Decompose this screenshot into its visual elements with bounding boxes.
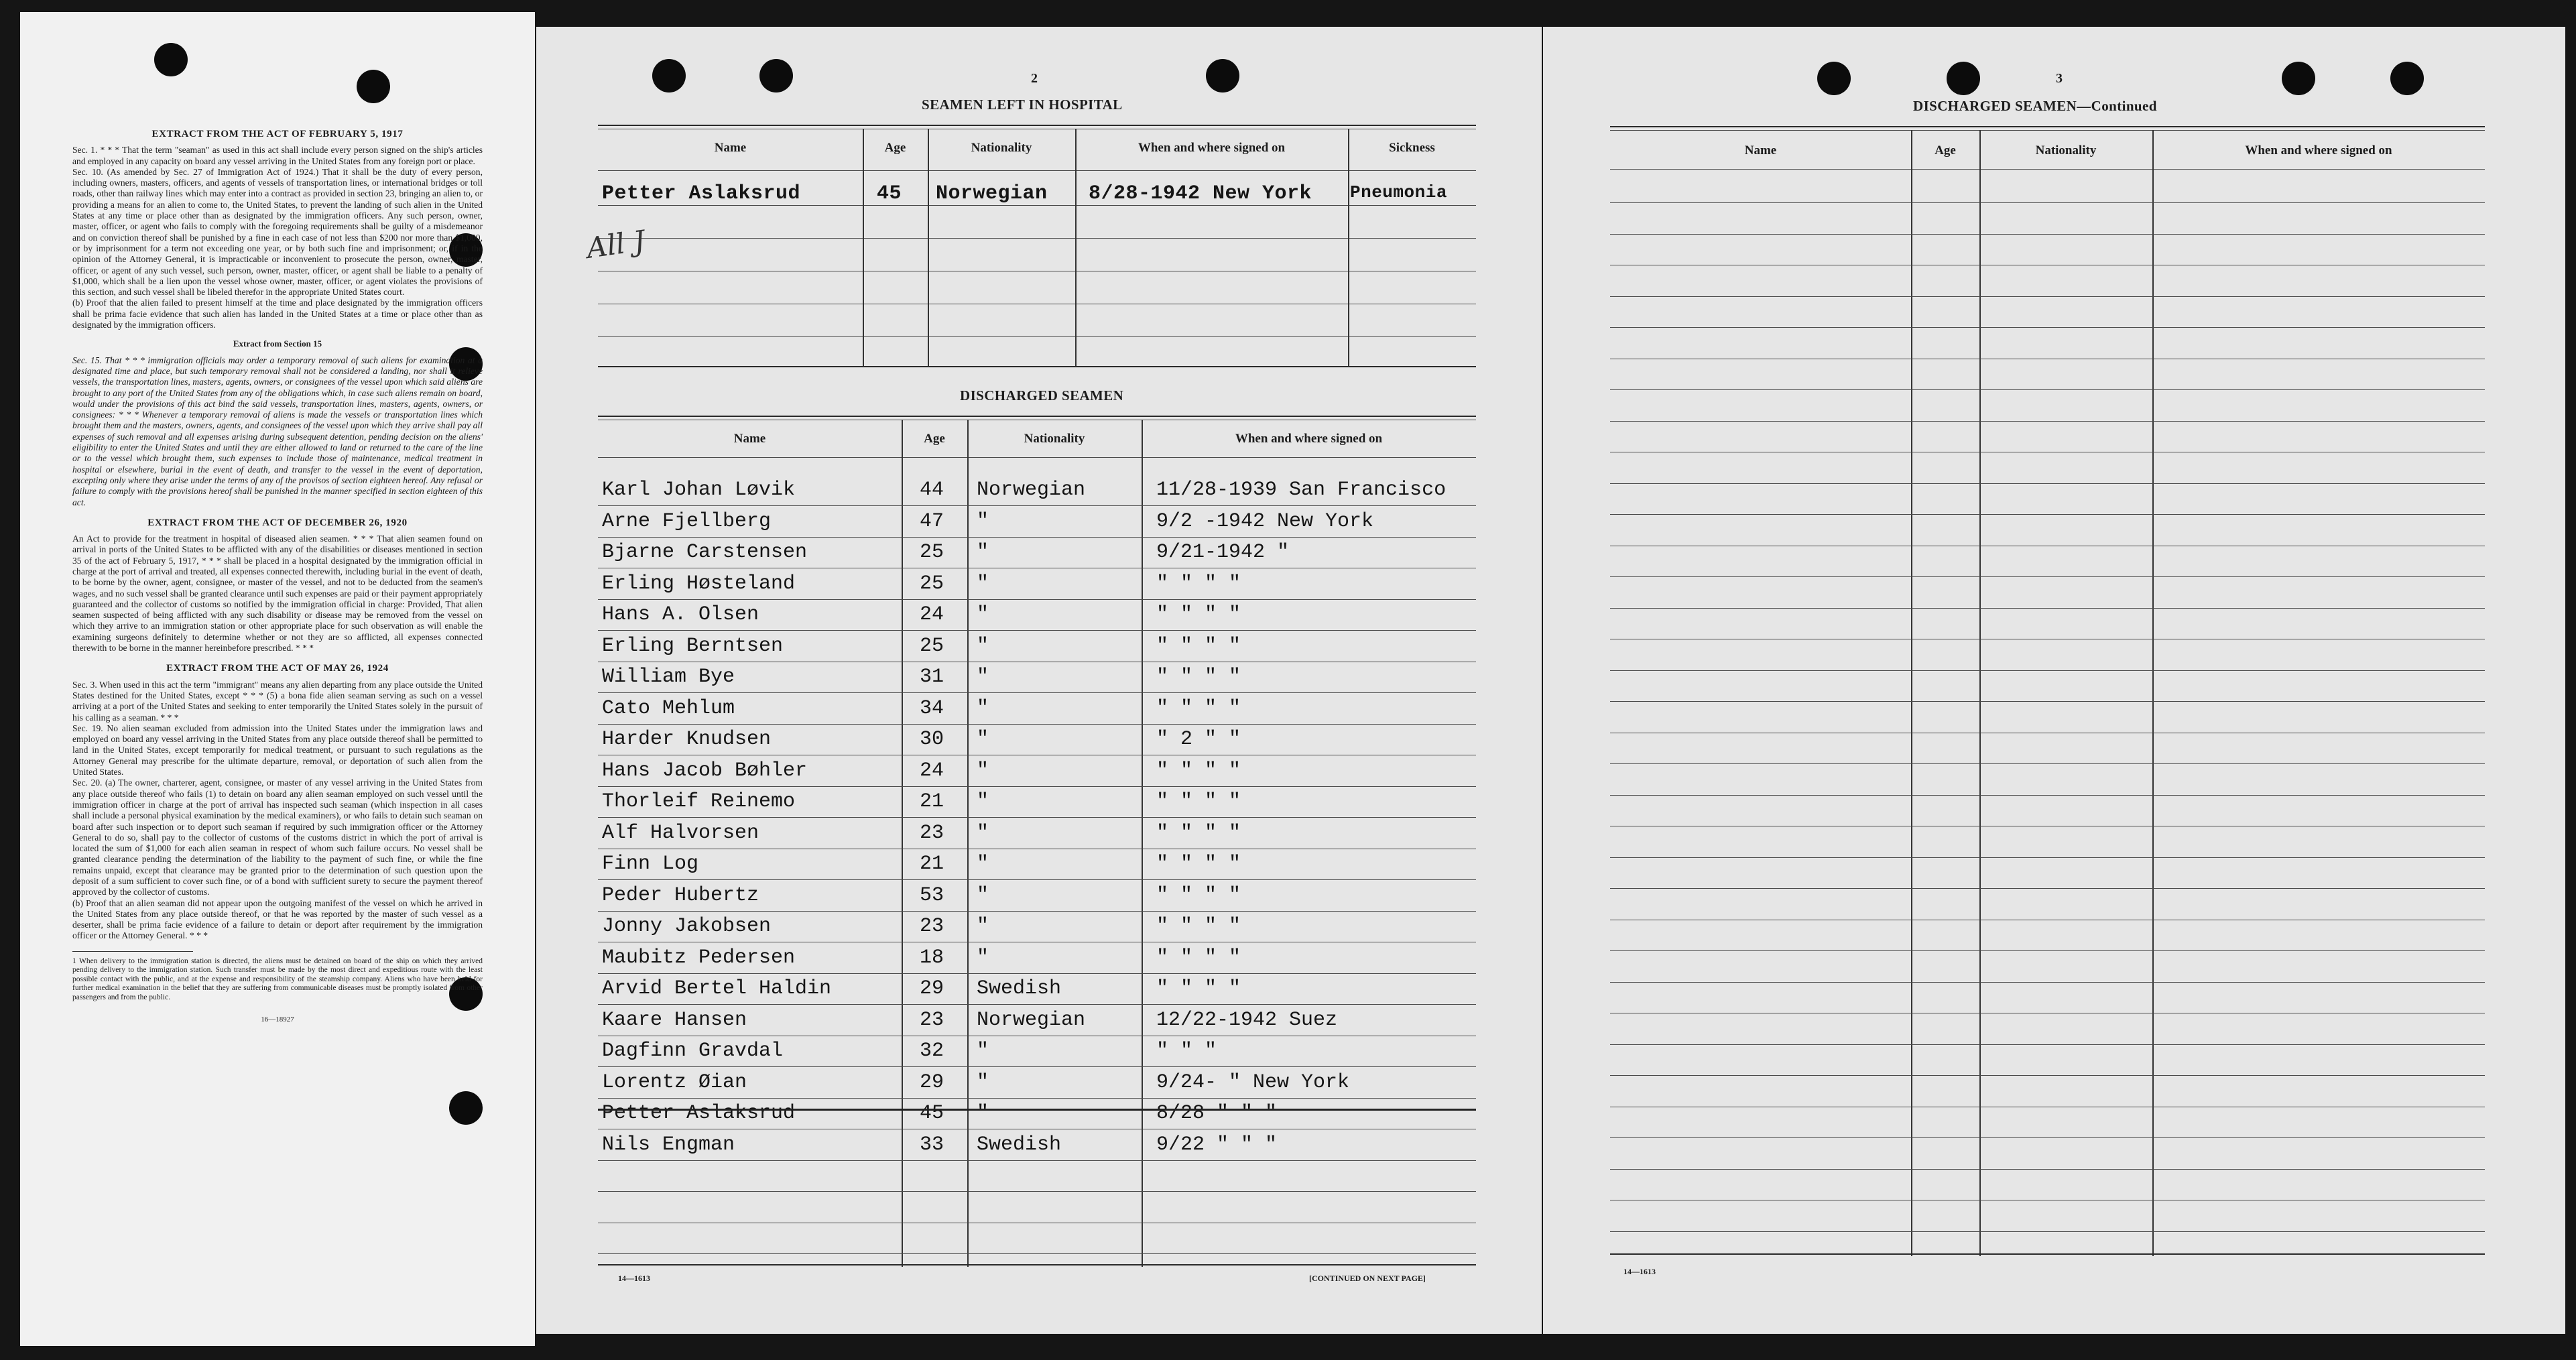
act-1924-sec19: Sec. 19. No alien seaman excluded from admission into the United States under the immigration laws and employed on board any vessel arriving in the United States from any place outside thereof shall be permitted to land in the United States, except temporarily for medical treatment, or pursuant to such regulations as the Attorney General may prescribe for the ultimate departure, removal, or deportation of such alien from the United States. bbox=[72, 723, 483, 778]
row-rule bbox=[1610, 389, 2485, 390]
row-rule bbox=[598, 879, 1476, 880]
discharged-header-signed: When and where signed on bbox=[1235, 432, 1383, 446]
rule bbox=[598, 366, 1476, 367]
row-rule bbox=[1610, 327, 2485, 328]
discharged-nationality: " bbox=[977, 1040, 989, 1062]
discharged-signed: " " " " bbox=[1156, 884, 1241, 907]
act-1920-text: An Act to provide for the treatment in hospital of diseased alien seamen. * * * That alien seamen found on arrival in ports of the United States to be afflicted with any of the disabilities or diseases mentioned in section 35 of the act of February 5, 1917, * * * shall be placed in a hospital designated by the immigration official in charge at the port of arrival and treated, all expenses connected therewith, including burial in the event of death, to be borne by the owner, agent, consignee, or master of the vessel, and not to be deducted from the seamen's wages, and no such vessel shall be granted clearance until such expenses are paid or their payment appropriately guaranteed and the collector of customs so notified by the immigration official in charge: Provided, That alien seamen suspected of being afflicted with any such disability or disease may be removed from the vessel on which they arrive to an immigration station or other appropriate place for such observation as will enable the examining surgeons definitely to determine whether or not they are so afflicted, all expenses connected therewith to be borne in the manner hereinbefore prescribed. * * * bbox=[72, 534, 483, 654]
continued-note: [CONTINUED ON NEXT PAGE] bbox=[1309, 1274, 1426, 1283]
discharged-signed: " " " " bbox=[1156, 572, 1241, 595]
discharged-name: Karl Johan Løvik bbox=[602, 479, 796, 501]
sec15-heading: Extract from Section 15 bbox=[233, 338, 322, 349]
discharged-nationality: " bbox=[977, 790, 989, 813]
discharged-age: 47 bbox=[920, 510, 944, 533]
discharged-nationality: " bbox=[977, 822, 989, 845]
discharged-signed: " " " " bbox=[1156, 666, 1241, 688]
rule bbox=[598, 1264, 1476, 1265]
discharged-age: 24 bbox=[920, 759, 944, 782]
act-1917-sec10: Sec. 10. (As amended by Sec. 27 of Immigration Act of 1924.) That it shall be the duty of every person, including owners, masters, officers, and agents of vessels of transportation lines, or international bridges or toll roads, other than railway lines which may enter into a contract as provided in section 23, bringing an alien to, or providing a means for an alien to come to, the United States, to prevent the landing of such alien in the United States at any time or place other than as designated by the immigration officers. Any such person, owner, master, officer, or agent who fails to comply with the foregoing requirements shall be guilty of a misdemeanor and on conviction thereof shall be punished by a fine in each case of not less than $200 nor more than $1,000, or by imprisonment for a term not exceeding one year, or by both such fine and imprisonment; or, if in the opinion of the Attorney General, it is impracticable or inconvenient to prosecute the person, owner, master, officer, or agent of any such vessel, such person, owner, master, officer, or agent shall be liable to a penalty of $1,000, which shall be a lien upon the vessel whose owner, master, officer, or agent violates the provisions of this section, and such vessel shall be libeled therefor in the appropriate United States court. bbox=[72, 166, 483, 298]
row-rule bbox=[1610, 857, 2485, 858]
discharged-nationality: " bbox=[977, 635, 989, 658]
row-rule bbox=[1610, 483, 2485, 484]
discharged-name: Arvid Bertel Haldin bbox=[602, 977, 832, 1000]
discharged-name: Hans Jacob Bøhler bbox=[602, 759, 808, 782]
rule bbox=[1610, 1253, 2485, 1255]
discharged-nationality: " bbox=[977, 1102, 989, 1125]
discharged-signed: " 2 " " bbox=[1156, 728, 1241, 751]
hospital-title: SEAMEN LEFT IN HOSPITAL bbox=[922, 97, 1123, 113]
discharged-nationality: Swedish bbox=[977, 1133, 1062, 1156]
row-rule bbox=[598, 786, 1476, 787]
discharged-age: 45 bbox=[920, 1102, 944, 1125]
rule bbox=[598, 457, 1476, 458]
discharged-nationality: " bbox=[977, 572, 989, 595]
column-rule bbox=[1979, 130, 1981, 1256]
row-rule bbox=[1610, 763, 2485, 764]
extract-page bbox=[20, 12, 535, 1346]
row-rule bbox=[598, 911, 1476, 912]
column-rule bbox=[1911, 130, 1912, 1256]
row-rule bbox=[598, 692, 1476, 693]
act-1924-sec3: Sec. 3. When used in this act the term "immigrant" means any alien departing from any place outside the United States destined for the United States, except * * * (5) a bona fide alien seaman serving as such on a vessel arriving at a port of the United States and seeking to enter temporarily the United States solely in the pursuit of his calling as a seaman. * * * bbox=[72, 679, 483, 723]
discharged-nationality: " bbox=[977, 946, 989, 969]
row-rule bbox=[598, 537, 1476, 538]
discharged-nationality: " bbox=[977, 1071, 989, 1094]
discharged-name: Erling Berntsen bbox=[602, 635, 784, 658]
hospital-age: 45 bbox=[877, 182, 902, 205]
discharged-name: Thorleif Reinemo bbox=[602, 790, 796, 813]
discharged-age: 18 bbox=[920, 946, 944, 969]
discharged-age: 21 bbox=[920, 853, 944, 875]
punch-hole bbox=[2282, 62, 2315, 95]
discharged-age: 29 bbox=[920, 977, 944, 1000]
row-rule bbox=[1610, 1075, 2485, 1076]
row-rule bbox=[598, 1191, 1476, 1192]
row-rule bbox=[1610, 608, 2485, 609]
column-rule bbox=[1142, 420, 1143, 1267]
column-rule bbox=[928, 129, 929, 366]
discharged-age: 21 bbox=[920, 790, 944, 813]
discharged-signed: 9/22 " " " bbox=[1156, 1133, 1278, 1156]
discharged-name: Maubitz Pedersen bbox=[602, 946, 796, 969]
discharged-nationality: " bbox=[977, 603, 989, 626]
hospital-signed: 8/28-1942 New York bbox=[1089, 182, 1312, 205]
discharged-age: 29 bbox=[920, 1071, 944, 1094]
hospital-nationality: Norwegian bbox=[936, 182, 1048, 205]
discharged-signed: 12/22-1942 Suez bbox=[1156, 1009, 1338, 1032]
act-1917-sec1: Sec. 1. * * * That the term "seaman" as used in this act shall include every person signed on the ship's articles and employed in any capacity on board any vessel arriving in the United States from any foreign port or place. bbox=[72, 145, 483, 166]
act-1924-sec20b: (b) Proof that an alien seaman did not appear upon the outgoing manifest of the vessel on which he arrived in the United States from any place outside thereof, or that he was reported by the master of such vessel as a deserter, shall be prima facie evidence of a failure to detain or deport after requirement by the immigration officer or the Attorney General. * * * bbox=[72, 898, 483, 941]
discharged-signed: 11/28-1939 San Francisco bbox=[1156, 479, 1447, 501]
discharged-nationality: " bbox=[977, 697, 989, 720]
act-1920-heading: EXTRACT FROM THE ACT OF DECEMBER 26, 1920 bbox=[147, 517, 408, 528]
punch-hole bbox=[449, 1091, 483, 1125]
discharged-name: Peder Hubertz bbox=[602, 884, 759, 907]
row-rule bbox=[598, 505, 1476, 506]
page-number: 2 bbox=[1031, 71, 1038, 86]
discharged-age: 44 bbox=[920, 479, 944, 501]
punch-hole bbox=[1817, 62, 1851, 95]
row-rule bbox=[1610, 1137, 2485, 1138]
discharged-signed: 8/28 " " " bbox=[1156, 1102, 1278, 1125]
punch-hole bbox=[1947, 62, 1980, 95]
discharged-signed: " " " " bbox=[1156, 915, 1241, 938]
discharged-signed: " " " " bbox=[1156, 946, 1241, 969]
act-1924-heading: EXTRACT FROM THE ACT OF MAY 26, 1924 bbox=[166, 663, 389, 674]
act-1924-sec20: Sec. 20. (a) The owner, charterer, agent, consignee, or master of any vessel arriving in the United States from any place outside thereof who fails (1) to detain on board any alien seaman employed on such vessel until the immigration officer in charge at the port of arrival has inspected such seaman (which inspection in all cases shall include a personal physical examination by the medical examiners), or who fails to detain such seaman on board after such inspection or to deport such seaman if required by such immigration officer or the Attorney General to do so, shall pay to the collector of customs of the customs district in which the port of arrival is located the sum of $1,000 for each alien seaman in respect of whom such failure occurs. No vessel shall be granted clearance pending the determination of the liability to the payment of such fine, or while the fine remains unpaid, except that clearance may be granted prior to the determination of such question upon the deposit of a sum sufficient to cover such fine, or of a bond with sufficient surety to secure the payment thereof approved by the collector of customs. bbox=[72, 778, 483, 898]
discharged-nationality: Norwegian bbox=[977, 479, 1086, 501]
discharged-signed: " " " " bbox=[1156, 822, 1241, 845]
hospital-header-signed: When and where signed on bbox=[1138, 141, 1286, 155]
discharged-name: Nils Engman bbox=[602, 1133, 735, 1156]
discharged-name: Finn Log bbox=[602, 853, 699, 875]
act-1917-sec10b: (b) Proof that the alien failed to present himself at the time and place designated by the immigration officers shall be prima facie evidence that such alien has landed in the United States at a time or place other than as designated by the immigration officers. bbox=[72, 298, 483, 330]
row-rule bbox=[1610, 795, 2485, 796]
punch-hole bbox=[652, 59, 686, 92]
discharged-name: Alf Halvorsen bbox=[602, 822, 759, 845]
discharged-age: 23 bbox=[920, 822, 944, 845]
handwritten-note: All J bbox=[585, 224, 648, 265]
form-code: 14—1613 bbox=[618, 1274, 650, 1283]
column-rule bbox=[1075, 129, 1077, 366]
rule bbox=[598, 205, 1476, 206]
rule bbox=[598, 336, 1476, 337]
rule bbox=[1610, 130, 2485, 131]
act-1917-heading: EXTRACT FROM THE ACT OF FEBRUARY 5, 1917 bbox=[151, 129, 404, 139]
column-rule bbox=[902, 420, 903, 1267]
row-rule bbox=[1610, 701, 2485, 702]
discharged-nationality: Norwegian bbox=[977, 1009, 1086, 1032]
discharged-age: 24 bbox=[920, 603, 944, 626]
discharged-name: William Bye bbox=[602, 666, 735, 688]
continued-title: DISCHARGED SEAMEN—Continued bbox=[1913, 98, 2157, 114]
discharged-signed: " " " " bbox=[1156, 635, 1241, 658]
row-rule bbox=[1610, 888, 2485, 889]
row-rule bbox=[1610, 296, 2485, 297]
discharged-age: 34 bbox=[920, 697, 944, 720]
row-rule bbox=[598, 630, 1476, 631]
discharged-title: DISCHARGED SEAMEN bbox=[960, 387, 1124, 404]
discharged-nationality: " bbox=[977, 853, 989, 875]
discharged-name: Cato Mehlum bbox=[602, 697, 735, 720]
rule bbox=[598, 125, 1476, 126]
row-rule bbox=[1610, 950, 2485, 951]
row-rule bbox=[1610, 576, 2485, 577]
row-rule bbox=[598, 1066, 1476, 1067]
column-rule bbox=[2152, 130, 2154, 1256]
column-rule bbox=[1348, 129, 1349, 366]
row-rule bbox=[598, 1004, 1476, 1005]
discharged-age: 30 bbox=[920, 728, 944, 751]
discharged-signed: " " " " bbox=[1156, 977, 1241, 1000]
continued-header-age: Age bbox=[1935, 143, 1956, 158]
punch-hole bbox=[2390, 62, 2424, 95]
discharged-header-nationality: Nationality bbox=[1024, 432, 1085, 446]
discharged-name: Harder Knudsen bbox=[602, 728, 772, 751]
discharged-signed: " " " " bbox=[1156, 603, 1241, 626]
form-code: 16—18927 bbox=[261, 1015, 294, 1024]
discharged-age: 31 bbox=[920, 666, 944, 688]
discharged-age: 25 bbox=[920, 572, 944, 595]
row-rule bbox=[598, 973, 1476, 974]
hospital-header-sickness: Sickness bbox=[1389, 141, 1435, 155]
hospital-sickness: Pneumonia bbox=[1350, 182, 1447, 202]
hospital-header-age: Age bbox=[884, 141, 906, 155]
punch-hole bbox=[1206, 59, 1239, 92]
row-rule bbox=[598, 1253, 1476, 1254]
discharged-name: Erling Høsteland bbox=[602, 572, 796, 595]
punch-hole bbox=[154, 43, 188, 76]
extract-text bbox=[72, 119, 483, 1026]
discharged-signed: " " " " bbox=[1156, 790, 1241, 813]
row-rule bbox=[1610, 202, 2485, 203]
page-number: 3 bbox=[2056, 71, 2063, 86]
continued-header-nationality: Nationality bbox=[2035, 143, 2097, 158]
footnote: 1 When delivery to the immigration station is directed, the aliens must be detained on board of the ship on which they arrived pending delivery to the immigration station. Such transfer must be made by the most direct and expeditious route with the least possible contact with the public, and at the expense and responsibility of the steamship company. Aliens who have been held for further medical examination in the belief that they are suffering from communicable diseases must be promptly isolated from other passengers and from the public. bbox=[72, 956, 483, 1001]
discharged-signed: 9/21-1942 " bbox=[1156, 541, 1290, 564]
strikeout-line bbox=[598, 1109, 1476, 1111]
discharged-name: Hans A. Olsen bbox=[602, 603, 759, 626]
discharged-name: Arne Fjellberg bbox=[602, 510, 772, 533]
hospital-header-name: Name bbox=[714, 141, 747, 155]
discharged-header-age: Age bbox=[924, 432, 945, 446]
discharged-name: Jonny Jakobsen bbox=[602, 915, 772, 938]
manifest-page-3 bbox=[1543, 27, 2565, 1334]
discharged-nationality: " bbox=[977, 759, 989, 782]
discharged-nationality: " bbox=[977, 728, 989, 751]
discharged-name: Dagfinn Gravdal bbox=[602, 1040, 784, 1062]
form-code: 14—1613 bbox=[1623, 1267, 1656, 1276]
rule bbox=[598, 170, 1476, 171]
punch-hole bbox=[357, 70, 390, 103]
discharged-nationality: " bbox=[977, 541, 989, 564]
discharged-name: Bjarne Carstensen bbox=[602, 541, 808, 564]
continued-header-name: Name bbox=[1744, 143, 1777, 158]
discharged-age: 25 bbox=[920, 635, 944, 658]
rule bbox=[598, 238, 1476, 239]
rule bbox=[1610, 169, 2485, 170]
row-rule bbox=[598, 724, 1476, 725]
discharged-name: Petter Aslaksrud bbox=[602, 1102, 796, 1125]
row-rule bbox=[1610, 421, 2485, 422]
discharged-name: Kaare Hansen bbox=[602, 1009, 747, 1032]
row-rule bbox=[1610, 1231, 2485, 1232]
discharged-age: 23 bbox=[920, 1009, 944, 1032]
row-rule bbox=[598, 817, 1476, 818]
discharged-signed: " " " " bbox=[1156, 697, 1241, 720]
discharged-signed: " " " " bbox=[1156, 853, 1241, 875]
manifest-page-2 bbox=[536, 27, 1542, 1334]
column-rule bbox=[967, 420, 969, 1267]
row-rule bbox=[1610, 670, 2485, 671]
discharged-age: 53 bbox=[920, 884, 944, 907]
column-rule bbox=[863, 129, 864, 366]
discharged-signed: " " " " bbox=[1156, 759, 1241, 782]
rule bbox=[1610, 126, 2485, 127]
discharged-nationality: Swedish bbox=[977, 977, 1062, 1000]
row-rule bbox=[598, 599, 1476, 600]
row-rule bbox=[1610, 514, 2485, 515]
discharged-signed: 9/2 -1942 New York bbox=[1156, 510, 1374, 533]
discharged-signed: " " " bbox=[1156, 1040, 1217, 1062]
row-rule bbox=[1610, 982, 2485, 983]
hospital-name: Petter Aslaksrud bbox=[602, 182, 801, 205]
discharged-name: Lorentz Øian bbox=[602, 1071, 747, 1094]
discharged-age: 23 bbox=[920, 915, 944, 938]
discharged-nationality: " bbox=[977, 915, 989, 938]
discharged-age: 25 bbox=[920, 541, 944, 564]
discharged-age: 32 bbox=[920, 1040, 944, 1062]
row-rule bbox=[1610, 1044, 2485, 1045]
sec15-text: Sec. 15. That * * * immigration officials may order a temporary removal of such aliens for examination at a designated time and place, but such temporary removal shall not be considered a landing, nor shall it relieve vessels, the transportation lines, masters, agents, owners, or consignees of the vessel upon which said aliens are brought to any port of the United States from any of the obligations which, in case such aliens remain on board, would under the provisions of this act bind the said vessels, transportation lines, masters, agents, owners, or consignees: * * * Whenever a temporary removal of aliens is made the vessels or transportation lines which brought them and the masters, owners, agents, and consignees of the vessel upon which they arrive shall pay all expenses of such removal and all expenses arising during subsequent detention, pending decision on the aliens' eligibility to enter the United States and until they are either allowed to land or returned to the care of the line or to the vessel which brought them, such expenses to include those of maintenance, medical treatment in hospital or elsewhere, burial in the event of death, and transfer to the vessel in the event of deportation, excepting only where they arise under the terms of any of the provisos of section eighteen hereof. Any refusal or failure to comply with the provisions hereof shall be punished in the manner specified in section eighteen of this act. bbox=[72, 355, 483, 507]
row-rule bbox=[598, 1098, 1476, 1099]
discharged-signed: 9/24- " New York bbox=[1156, 1071, 1350, 1094]
discharged-header-name: Name bbox=[733, 432, 766, 446]
discharged-nationality: " bbox=[977, 884, 989, 907]
row-rule bbox=[598, 1160, 1476, 1161]
discharged-age: 33 bbox=[920, 1133, 944, 1156]
discharged-nationality: " bbox=[977, 666, 989, 688]
row-rule bbox=[1610, 1169, 2485, 1170]
hospital-header-nationality: Nationality bbox=[971, 141, 1032, 155]
footnote-rule bbox=[72, 951, 193, 952]
discharged-nationality: " bbox=[977, 510, 989, 533]
row-rule bbox=[1610, 234, 2485, 235]
punch-hole bbox=[759, 59, 793, 92]
continued-header-signed: When and where signed on bbox=[2245, 143, 2392, 158]
rule bbox=[598, 416, 1476, 417]
